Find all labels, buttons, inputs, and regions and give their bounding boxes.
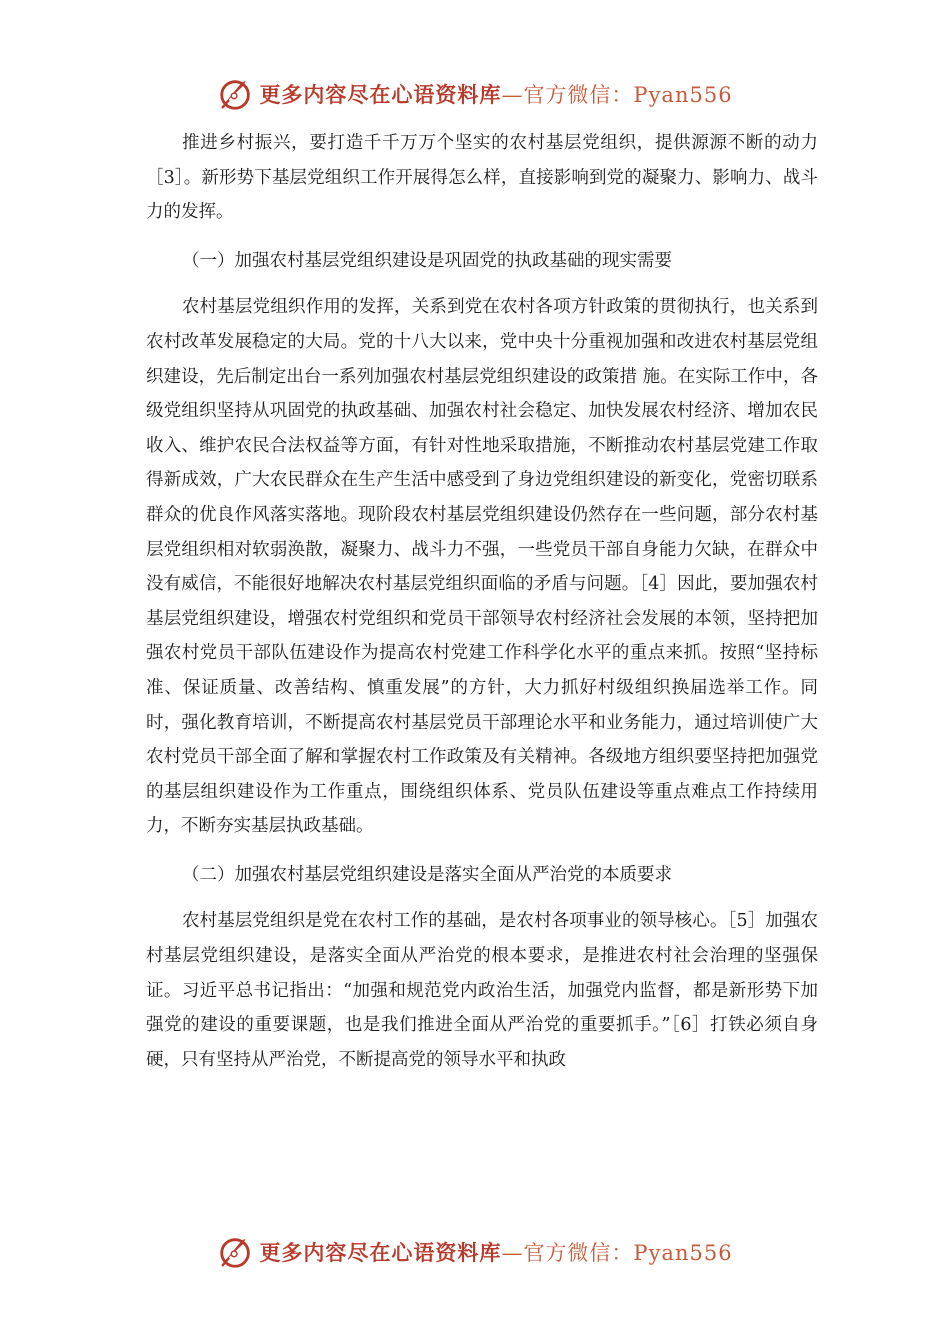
paragraph-3: 农村基层党组织是党在农村工作的基础，是农村各项事业的领导核心。［5］加强农村基层党组织建设，是落实全面从严治党的根本要求，是推进农村社会治理的坚强保证。习近平总书记指出：“加强和规范党内政治生活，加强党内监督，都是新形势下加强党的建设的重要课题，也是我们推进全面从严治党的重要抓手。”［6］打铁必须自身硬，只有坚持从严治党，不断提高党的领导水平和执政 [146, 911, 818, 1070]
watermark-banner-top [0, 72, 950, 116]
section-heading-2: （二）加强农村基层党组织建设是落实全面从严治党的本质要求 [182, 864, 672, 885]
quill-pen-circle-logo-icon [217, 75, 255, 113]
watermark-banner-bottom [0, 1230, 950, 1274]
watermark-wechat-text: —官方微信：Pyan556 [501, 1241, 733, 1265]
watermark-main-text: 更多内容尽在心语资料库 [259, 82, 502, 107]
watermark-wechat-text: —官方微信：Pyan556 [501, 83, 733, 107]
document-body [146, 126, 818, 1077]
quill-pen-circle-logo-icon [217, 1233, 255, 1271]
section-heading-1: （一）加强农村基层党组织建设是巩固党的执政基础的现实需要 [182, 250, 672, 271]
paragraph-1: 推进乡村振兴，要打造千千万万个坚实的农村基层党组织，提供源源不断的动力［3］。新形势下基层党组织工作开展得怎么样，直接影响到党的凝聚力、影响力、战斗力的发挥。 [146, 133, 818, 223]
paragraph-2: 农村基层党组织作用的发挥，关系到党在农村各项方针政策的贯彻执行，也关系到农村改革发展稳定的大局。党的十八大以来，党中央十分重视加强和改进农村基层党组织建设，先后制定出台一系列加强农村基层党组织建设的政策措 施。在实际工作中，各级党组织坚持从巩固党的执政基础、加强农村社会稳定、加快发展农村经济、增加农民收入、维护农民合法权益等方面，有针对性地采取措施，不断推动农村基层党建工作取得新成效，广大农民群众在生产生活中感受到了身边党组织建设的新变化，党密切联系群众的优良作风落实落地。现阶段农村基层党组织建设仍然存在一些问题，部分农村基层党组织相对软弱涣散，凝聚力、战斗力不强，一些党员干部自身能力欠缺，在群众中没有威信，不能很好地解决农村基层党组织面临的矛盾与问题。［4］因此，要加强农村基层党组织建设，增强农村党组织和党员干部领导农村经济社会发展的本领，坚持把加强农村党员干部队伍建设作为提高农村党建工作科学化水平的重点来抓。按照“坚持标准、保证质量、改善结构、慎重发展”的方针，大力抓好村级组织换届选举工作。同时，强化教育培训，不断提高农村基层党员干部理论水平和业务能力，通过培训使广大农村党员干部全面了解和掌握农村工作政策及有关精神。各级地方组织要坚持把加强党的基层组织建设作为工作重点，围绕组织体系、党员队伍建设等重点难点工作持续用力，不断夯实基层执政基础。 [146, 297, 818, 837]
watermark-main-text: 更多内容尽在心语资料库 [259, 1240, 502, 1265]
